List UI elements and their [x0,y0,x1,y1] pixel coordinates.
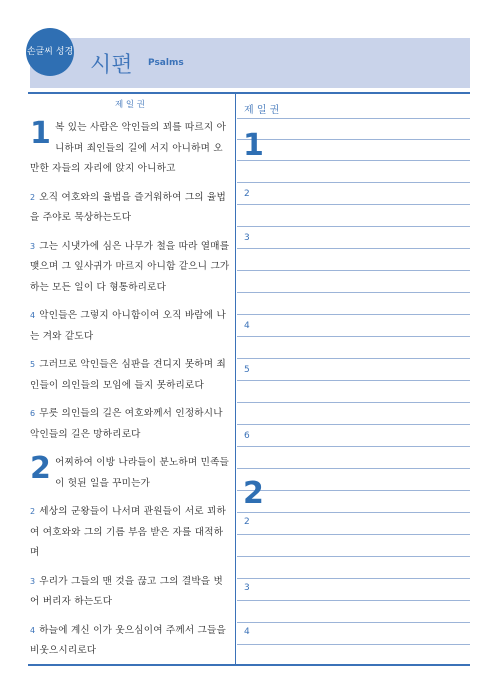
top-rule [28,92,470,94]
writing-line[interactable] [237,292,470,293]
verse-number: 2 [244,189,250,199]
verse-number: 3 [30,241,36,251]
verse-text: 하늘에 계신 이가 웃으심이여 주께서 그들을 비웃으시리로다 [30,624,226,656]
verse-text: 그러므로 악인들은 심판을 견디지 못하며 죄인들이 의인들의 모임에 들지 못하리로다 [30,359,226,391]
writing-line[interactable] [237,336,470,337]
logo [26,28,74,76]
writing-line[interactable] [237,160,470,161]
verse-text: 무릇 의인들의 길은 여호와께서 인정하시나 악인들의 길은 망하리로다 [30,408,223,440]
verse-2-2 [30,502,230,564]
writing-line[interactable] [237,139,470,140]
verse-text: 그는 시냇가에 심은 나무가 철을 따라 열매를 맺으며 그 잎사귀가 마르지 아니함 같으니 그가 하는 모든 일이 다 형통하리로다 [30,240,230,293]
printed-text-column [30,98,230,670]
verse-number: 4 [30,311,36,320]
verse-2-1 [30,453,230,494]
verse-number: 6 [244,431,250,441]
verse-1-6 [30,404,230,445]
chapter-number: 1 [243,128,264,163]
verse-number: 3 [244,233,250,243]
writing-line[interactable] [237,380,470,381]
verse-number: 6 [30,409,36,418]
verse-1-2 [30,188,230,229]
writing-line[interactable] [237,512,470,513]
verse-1-4 [30,306,230,347]
verse-2-3 [30,572,230,613]
writing-line[interactable] [237,622,470,623]
writing-division-label: 제 일 권 [244,105,280,116]
writing-line[interactable] [237,182,470,183]
verse-text: 어찌하여 이방 나라들이 분노하며 민족들이 헛된 일을 꾸미는가 [55,457,230,489]
verse-number: 4 [244,321,250,331]
book-division-label: 제 일 권 [114,100,146,110]
verse-1-1 [30,118,230,180]
writing-line[interactable] [237,424,470,425]
writing-line[interactable] [237,578,470,579]
verse-1-5 [30,355,230,396]
logo-text: 손글씨 성경 [26,47,74,57]
verse-2-4 [30,621,230,662]
writing-line[interactable] [237,468,470,469]
writing-line[interactable] [237,358,470,359]
writing-line[interactable] [237,534,470,535]
writing-line[interactable] [237,204,470,205]
book-title: 시편 [90,53,133,78]
writing-line[interactable] [237,490,470,491]
verse-number: 2 [244,517,250,527]
writing-line[interactable] [237,270,470,271]
writing-line[interactable] [237,644,470,645]
writing-line[interactable] [237,446,470,447]
verse-text: 복 있는 사람은 악인들의 꾀를 따르지 아니하며 죄인들의 길에 서지 아니하며 오만한 자들의 자리에 앉지 아니하고 [30,122,227,174]
book-subtitle: Psalms [148,58,184,68]
verse-number: 5 [30,360,36,369]
writing-line[interactable] [237,600,470,601]
verse-1-3 [30,237,230,299]
verse-number: 3 [30,576,36,586]
verse-number: 2 [30,507,36,516]
verse-text: 세상의 군왕들이 나서며 관원들이 서로 꾀하여 여호와와 그의 기름 부음 받은 자를 대적하며 [30,506,226,558]
chapter-number: 2 [30,451,52,486]
column-divider [235,94,236,664]
verse-text: 오직 여호와의 율법을 즐거워하여 그의 율법을 주야로 묵상하는도다 [30,191,226,223]
writing-line[interactable] [237,118,470,119]
verse-number: 3 [244,583,250,593]
verse-number: 4 [244,627,250,637]
chapter-number: 1 [30,116,52,151]
verse-number: 4 [30,625,36,635]
writing-line[interactable] [237,248,470,249]
verse-text: 우리가 그들의 맨 것을 끊고 그의 결박을 벗어 버리자 하는도다 [30,575,223,607]
verse-text: 악인들은 그렇지 아니함이여 오직 바람에 나는 겨와 같도다 [30,310,226,342]
writing-line[interactable] [237,556,470,557]
writing-line[interactable] [237,226,470,227]
verse-number: 5 [244,365,250,375]
chapter-number: 2 [243,476,264,511]
writing-line[interactable] [237,314,470,315]
writing-line[interactable] [237,402,470,403]
verse-number: 2 [30,192,36,202]
